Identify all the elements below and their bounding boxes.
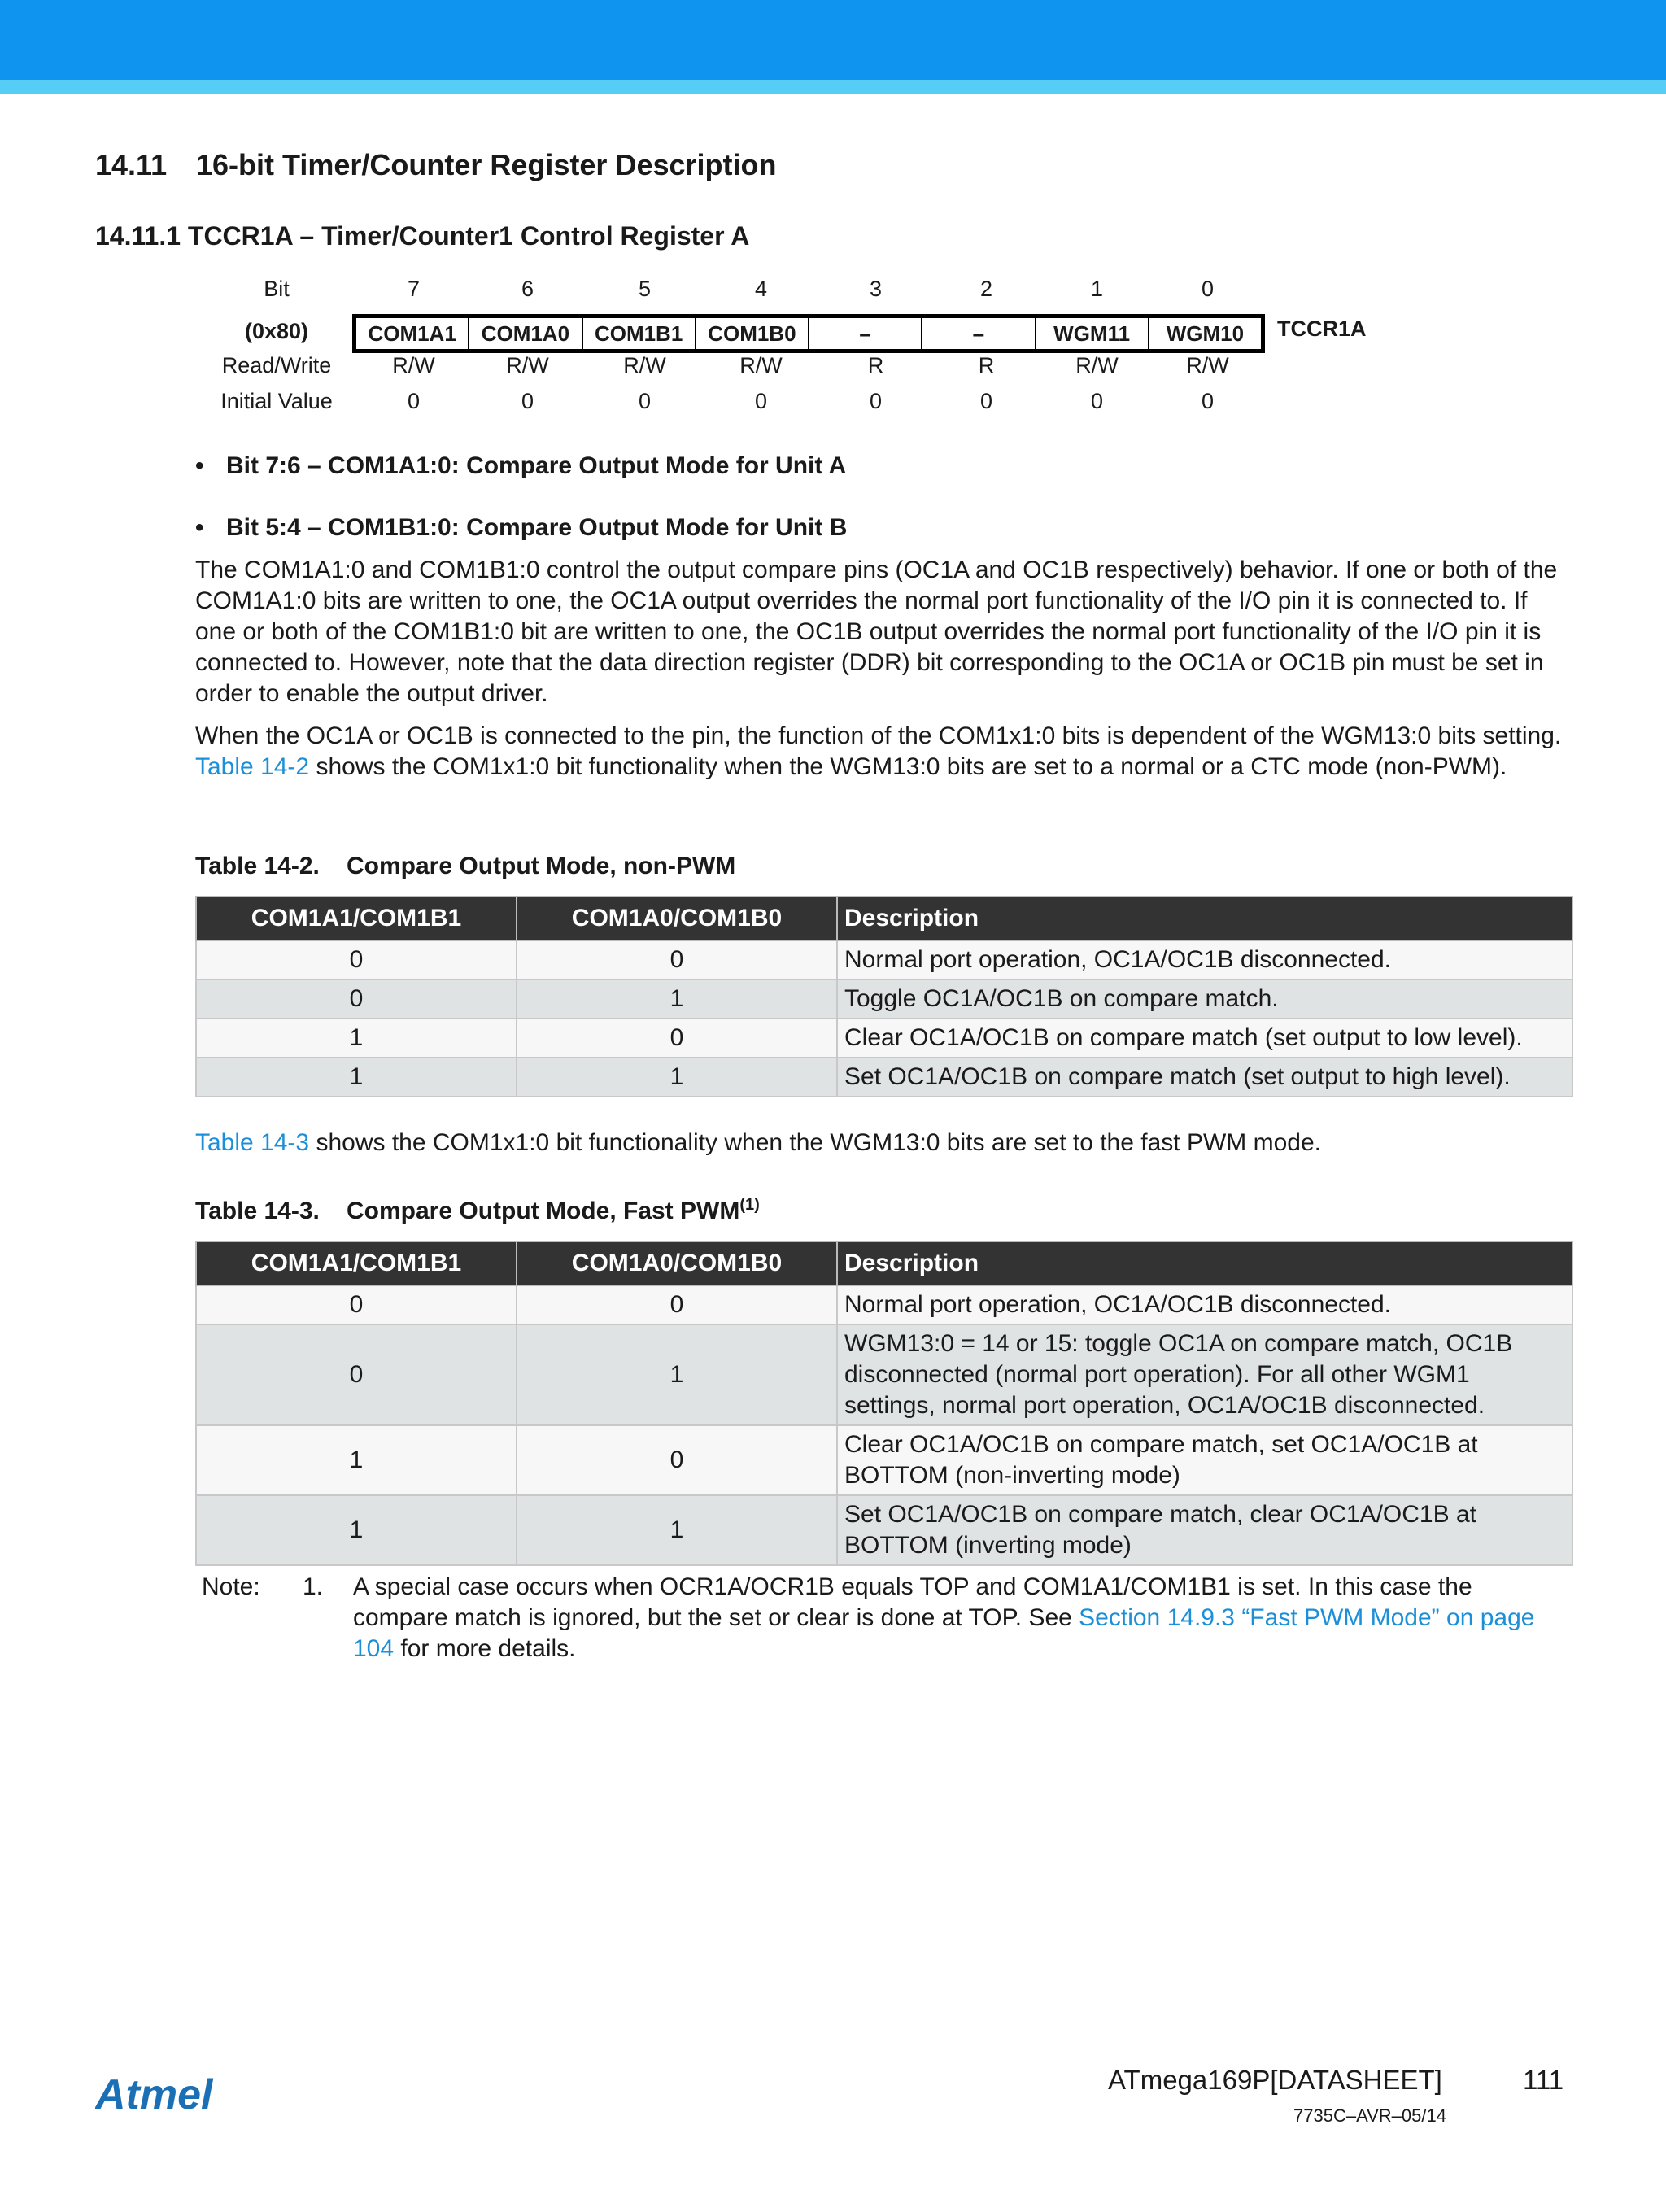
- bullet-text: Bit 7:6 – COM1A1:0: Compare Output Mode for Unit A: [226, 452, 847, 479]
- rw-label: Read/Write: [221, 353, 332, 377]
- bit-number: 2: [979, 277, 993, 301]
- paragraph-wgm-dependence: [195, 721, 1570, 783]
- table-cell: 1: [517, 979, 837, 1019]
- table-cell: Normal port operation, OC1A/OC1B disconnected.: [837, 1285, 1572, 1324]
- rw-value: R/W: [1075, 353, 1119, 377]
- bit-label: Bit: [264, 277, 290, 301]
- register-bit: COM1A0: [469, 318, 582, 349]
- table-14-3-caption: [195, 1196, 760, 1225]
- paragraph-com-description: The COM1A1:0 and COM1B1:0 control the output compare pins (OC1A and OC1B respectively) behavior. If one or both of the COM1A1:0 bits are written to one, the OC1A output overrides the normal port functionality of the I/O pin it is connected to. If one or both of the COM1B1:0 bit are written to one, the OC1B output overrides the normal port functionality of the I/O pin it is connected to. However, note that the data direction register (DDR) bit corresponding to the OC1A or OC1B pin must be set in order to enable the output driver.: [195, 556, 1558, 707]
- bit-number: 6: [521, 277, 534, 301]
- table-cell: 0: [196, 1285, 517, 1324]
- bit-number: 3: [869, 277, 883, 301]
- init-value: 0: [869, 389, 883, 413]
- table-cell: 0: [196, 1324, 517, 1425]
- document-title: ATmega169P[DATASHEET]: [1108, 2065, 1442, 2095]
- table-cell: Clear OC1A/OC1B on compare match (set output to low level).: [837, 1019, 1572, 1058]
- table-row: [196, 940, 1572, 979]
- table-cell: 0: [517, 1425, 837, 1495]
- column-header: COM1A1/COM1B1: [196, 897, 517, 940]
- table-row: [196, 1019, 1572, 1058]
- table-cell: 0: [517, 940, 837, 979]
- init-value: 0: [979, 389, 993, 413]
- table-row: [196, 1495, 1572, 1565]
- paragraph-text: shows the COM1x1:0 bit functionality when the WGM13:0 bits are set to the fast PWM mode.: [309, 1129, 1321, 1156]
- table-row: [196, 979, 1572, 1019]
- table-cell: Normal port operation, OC1A/OC1B disconnected.: [837, 940, 1572, 979]
- table-row: [196, 1425, 1572, 1495]
- init-label: Initial Value: [220, 389, 333, 413]
- header-bar: [0, 0, 1666, 80]
- rw-value: R/W: [506, 353, 549, 377]
- column-header: COM1A0/COM1B0: [517, 897, 837, 940]
- table-cell: Clear OC1A/OC1B on compare match, set OC1A/OC1B at BOTTOM (non-inverting mode): [837, 1425, 1572, 1495]
- paragraph-text: shows the COM1x1:0 bit functionality when the WGM13:0 bits are set to a normal or a CTC mode (non-PWM).: [309, 753, 1507, 780]
- column-header: COM1A1/COM1B1: [196, 1241, 517, 1285]
- register-name: TCCR1A: [1277, 316, 1367, 341]
- register-bit: COM1B0: [696, 318, 809, 349]
- section-title: 16-bit Timer/Counter Register Description: [196, 148, 777, 181]
- subsection-heading: 14.11.1 TCCR1A – Timer/Counter1 Control Register A: [95, 221, 750, 251]
- paragraph-text: When the OC1A or OC1B is connected to the pin, the function of the COM1x1:0 bits is dependent of the WGM13:0 bits setting.: [195, 722, 1562, 749]
- init-value: 0: [638, 389, 652, 413]
- table-14-2: [195, 896, 1573, 1097]
- column-header: COM1A0/COM1B0: [517, 1241, 837, 1285]
- paragraph-fast-pwm: [195, 1128, 1570, 1158]
- register-address: (0x80): [244, 319, 309, 343]
- document-revision: 7735C–AVR–05/14: [1293, 2105, 1446, 2126]
- register-bit: –: [809, 318, 922, 349]
- register-bit: WGM11: [1036, 318, 1149, 349]
- table-cell: 1: [196, 1425, 517, 1495]
- rw-value: R: [978, 353, 995, 377]
- rw-value: R: [867, 353, 884, 377]
- note-text: [353, 1572, 1573, 1664]
- footnote-marker: (1): [739, 1196, 760, 1214]
- bit-number: 5: [638, 277, 652, 301]
- bullet-dot-icon: •: [195, 514, 204, 541]
- bit-number: 4: [754, 277, 768, 301]
- note-body: for more details.: [394, 1635, 576, 1662]
- table-cell: 1: [196, 1058, 517, 1097]
- init-value: 0: [1201, 389, 1215, 413]
- bullet-com1a: [195, 452, 846, 480]
- register-bit: COM1A1: [356, 318, 469, 349]
- table-number: Table 14-2.: [195, 853, 320, 879]
- header-stripe: [0, 80, 1666, 94]
- table-cell: 1: [517, 1324, 837, 1425]
- column-header: Description: [837, 1241, 1572, 1285]
- table-cell: Set OC1A/OC1B on compare match, clear OC1A/OC1B at BOTTOM (inverting mode): [837, 1495, 1572, 1565]
- section-number: 14.11: [95, 148, 168, 181]
- table-title: Compare Output Mode, Fast PWM: [347, 1198, 740, 1224]
- table-cell: 0: [517, 1019, 837, 1058]
- note-number: 1.: [303, 1573, 324, 1600]
- register-bit: COM1B1: [583, 318, 696, 349]
- note-body: A special case occurs when OCR1A/OCR1B equals TOP and COM1A1/COM1B1 is set. In this case the compare match is ignored, but the set or clear is done at TOP. See: [353, 1573, 1472, 1631]
- register-bit-names: [352, 314, 1265, 353]
- table-14-2-caption: [195, 853, 735, 880]
- table-14-3: [195, 1241, 1573, 1566]
- table-cell: 0: [196, 940, 517, 979]
- logo-text: Atmel: [95, 2073, 213, 2117]
- table-cell: WGM13:0 = 14 or 15: toggle OC1A on compare match, OC1B disconnected (normal port operation). For all other WGM1 settings, normal port operation, OC1A/OC1B disconnected.: [837, 1324, 1572, 1425]
- atmel-logo: [95, 2073, 242, 2121]
- rw-value: R/W: [623, 353, 666, 377]
- table-cell: 1: [517, 1058, 837, 1097]
- init-value: 0: [521, 389, 534, 413]
- table-cell: 1: [196, 1019, 517, 1058]
- table-title: Compare Output Mode, non-PWM: [347, 853, 736, 879]
- table-number: Table 14-3.: [195, 1198, 320, 1224]
- bullet-text: Bit 5:4 – COM1B1:0: Compare Output Mode for Unit B: [226, 514, 848, 541]
- note-label: Note:: [202, 1573, 260, 1600]
- bit-number: 1: [1090, 277, 1104, 301]
- init-value: 0: [754, 389, 768, 413]
- column-header: Description: [837, 897, 1572, 940]
- table-row: [196, 1285, 1572, 1324]
- section-heading: [95, 148, 776, 182]
- table-cell: Set OC1A/OC1B on compare match (set output to high level).: [837, 1058, 1572, 1097]
- table-cell: 1: [196, 1495, 517, 1565]
- table-14-3-link[interactable]: Table 14-3: [195, 1129, 310, 1156]
- page-number: 111: [1523, 2065, 1564, 2095]
- table-row: [196, 1324, 1572, 1425]
- table-cell: 1: [517, 1495, 837, 1565]
- rw-value: R/W: [739, 353, 783, 377]
- table-row: [196, 1058, 1572, 1097]
- table-14-2-link[interactable]: Table 14-2: [195, 753, 310, 780]
- rw-value: R/W: [1186, 353, 1229, 377]
- init-value: 0: [407, 389, 421, 413]
- bit-number: 7: [407, 277, 421, 301]
- bullet-dot-icon: •: [195, 452, 204, 479]
- fast-pwm-section-link[interactable]: Section 14.9.3 “Fast PWM Mode” on page 104: [353, 1604, 1535, 1662]
- register-bit: –: [922, 318, 1036, 349]
- rw-value: R/W: [392, 353, 435, 377]
- bullet-com1b: [195, 514, 847, 542]
- table-cell: 0: [517, 1285, 837, 1324]
- table-cell: 0: [196, 979, 517, 1019]
- table-cell: Toggle OC1A/OC1B on compare match.: [837, 979, 1572, 1019]
- register-bit: WGM10: [1166, 321, 1245, 346]
- bit-number: 0: [1201, 277, 1215, 301]
- init-value: 0: [1090, 389, 1104, 413]
